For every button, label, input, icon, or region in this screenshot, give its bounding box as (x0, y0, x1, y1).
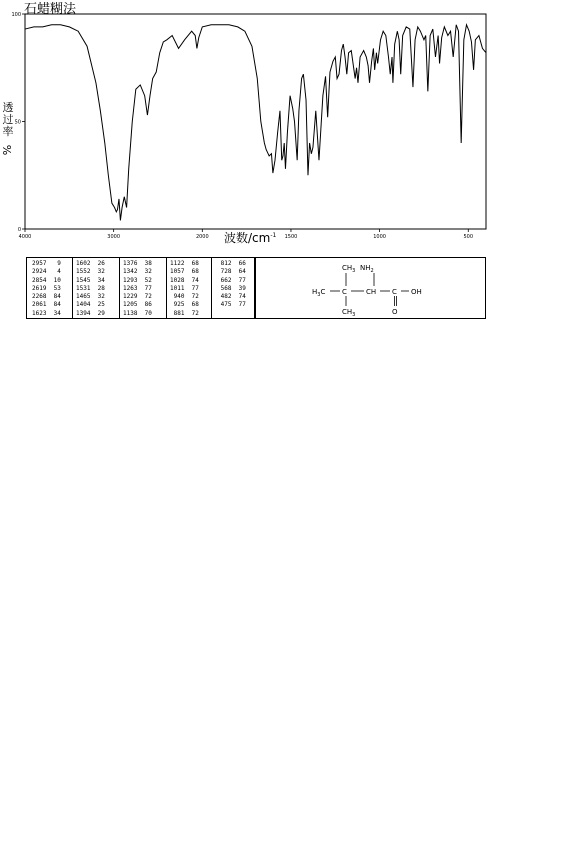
peak-row (170, 310, 199, 318)
peak-row (76, 260, 105, 268)
peak-wavenumber: 1342 (123, 268, 138, 276)
peak-row (32, 310, 61, 318)
peak-row (170, 277, 199, 285)
peak-wavenumber: 1138 (123, 309, 138, 317)
peak-row (32, 301, 61, 309)
peak-wavenumber: 1602 (76, 260, 91, 267)
axis-ticks (11, 12, 473, 240)
peak-table (26, 257, 255, 319)
peak-transmittance: 84 (46, 293, 61, 301)
struct-c-acid: C (392, 288, 397, 296)
peak-transmittance: 9 (46, 260, 61, 267)
struct-ch3-top: $CH_3$ (342, 264, 356, 274)
struct-nh2: $NH_2$ (360, 264, 374, 274)
peak-column (217, 260, 246, 310)
peak-row (217, 268, 246, 276)
peak-row (123, 277, 152, 285)
peak-transmittance: 28 (90, 284, 105, 292)
x-axis-label (224, 229, 276, 246)
peak-transmittance: 29 (90, 309, 105, 317)
peak-transmittance: 70 (137, 309, 152, 317)
peak-wavenumber: 2924 (32, 268, 47, 276)
x-tick-label: 3000 (107, 234, 121, 240)
x-tick-label: 1500 (284, 234, 298, 240)
y-axis-unit: % (0, 144, 14, 156)
peak-transmittance: 77 (137, 284, 152, 292)
peak-wavenumber: 475 (217, 301, 232, 309)
peak-wavenumber: 1028 (170, 276, 185, 284)
peak-row (32, 277, 61, 285)
peak-wavenumber: 812 (217, 260, 232, 267)
y-axis-label-char: 透 (2, 101, 14, 114)
peak-row (76, 268, 105, 276)
peak-transmittance: 32 (137, 268, 152, 276)
y-axis-label-char: 过 (2, 113, 14, 126)
spectrum-line (25, 25, 486, 221)
peak-row (76, 277, 105, 285)
peak-wavenumber: 1205 (123, 301, 138, 309)
peak-wavenumber: 2957 (32, 260, 47, 267)
peak-wavenumber: 925 (170, 301, 185, 309)
peak-row (217, 301, 246, 309)
peak-transmittance: 77 (231, 276, 246, 284)
peak-row (217, 260, 246, 268)
table-divider (166, 258, 167, 318)
peak-row (76, 285, 105, 293)
peak-transmittance: 77 (184, 284, 199, 292)
structure-panel (255, 257, 486, 319)
peak-wavenumber: 1531 (76, 284, 91, 292)
peak-wavenumber: 2854 (32, 276, 47, 284)
peak-transmittance: 34 (90, 276, 105, 284)
peak-wavenumber: 1293 (123, 276, 138, 284)
peak-transmittance: 34 (46, 309, 61, 317)
y-axis-label-char: 率 (2, 125, 14, 138)
peak-transmittance: 86 (137, 301, 152, 309)
peak-transmittance: 39 (231, 284, 246, 292)
chart-title: 石蜡糊法 (24, 2, 77, 17)
peak-row (217, 277, 246, 285)
peak-transmittance: 26 (90, 260, 105, 267)
peak-wavenumber: 1404 (76, 301, 91, 309)
peak-wavenumber: 1552 (76, 268, 91, 276)
peak-transmittance: 25 (90, 301, 105, 309)
peak-row (123, 260, 152, 268)
table-divider (119, 258, 120, 318)
peak-wavenumber: 1057 (170, 268, 185, 276)
peak-row (170, 285, 199, 293)
peak-row (123, 293, 152, 301)
peak-transmittance: 52 (137, 276, 152, 284)
struct-ch: CH (366, 288, 377, 296)
peak-transmittance: 74 (184, 276, 199, 284)
peak-row (76, 310, 105, 318)
struct-c-center: C (342, 288, 347, 296)
peak-row (217, 293, 246, 301)
peak-wavenumber: 1011 (170, 284, 185, 292)
peak-row (123, 285, 152, 293)
peak-wavenumber: 1394 (76, 309, 91, 317)
peak-wavenumber: 482 (217, 293, 232, 301)
peak-row (170, 293, 199, 301)
molecular-structure (256, 258, 485, 318)
peak-wavenumber: 2268 (32, 293, 47, 301)
peak-transmittance: 84 (46, 301, 61, 309)
x-tick-label: 500 (463, 234, 474, 240)
struct-ch3-bottom: $CH_3$ (342, 308, 356, 318)
peak-wavenumber: 1465 (76, 293, 91, 301)
x-axis-label-exponent: -1 (270, 232, 277, 239)
struct-h3c: $H_3C$ (312, 288, 326, 298)
peak-transmittance: 32 (90, 268, 105, 276)
peak-row (76, 293, 105, 301)
table-divider (72, 258, 73, 318)
peak-transmittance: 68 (184, 260, 199, 267)
peak-wavenumber: 1263 (123, 284, 138, 292)
peak-row (123, 301, 152, 309)
x-tick-label: 2000 (195, 234, 209, 240)
peak-row (217, 285, 246, 293)
x-tick-label: 1000 (373, 234, 386, 240)
peak-wavenumber: 2061 (32, 301, 47, 309)
peak-transmittance: 77 (231, 301, 246, 309)
peak-transmittance: 72 (184, 293, 199, 301)
peak-row (32, 293, 61, 301)
peak-transmittance: 74 (231, 293, 246, 301)
peak-row (32, 268, 61, 276)
peak-wavenumber: 881 (170, 309, 185, 317)
peak-transmittance: 10 (46, 276, 61, 284)
peak-transmittance: 66 (231, 260, 246, 267)
peak-wavenumber: 662 (217, 276, 232, 284)
peak-wavenumber: 2619 (32, 284, 47, 292)
peak-row (170, 260, 199, 268)
peak-row (32, 260, 61, 268)
peak-column (123, 260, 152, 318)
peak-wavenumber: 728 (217, 268, 232, 276)
peak-wavenumber: 1623 (32, 309, 47, 317)
peak-transmittance: 68 (184, 301, 199, 309)
peak-column (32, 260, 61, 318)
peak-row (170, 301, 199, 309)
peak-transmittance: 72 (184, 309, 199, 317)
peak-transmittance: 53 (46, 284, 61, 292)
peak-row (123, 310, 152, 318)
peak-wavenumber: 1545 (76, 276, 91, 284)
y-tick-label: 100 (11, 12, 21, 18)
ir-spectrum-chart (0, 0, 570, 250)
peak-transmittance: 4 (46, 268, 61, 276)
peak-transmittance: 68 (184, 268, 199, 276)
peak-wavenumber: 940 (170, 293, 185, 301)
peak-row (32, 285, 61, 293)
peak-transmittance: 32 (90, 293, 105, 301)
table-divider (211, 258, 212, 318)
x-axis-label-text: 波数/cm (224, 231, 271, 245)
peak-column (76, 260, 105, 318)
peak-transmittance: 64 (231, 268, 246, 276)
peak-wavenumber: 1376 (123, 260, 138, 267)
x-tick-label: 4000 (18, 234, 32, 240)
peak-row (76, 301, 105, 309)
y-tick-label: 50 (14, 119, 21, 126)
struct-oh: OH (411, 288, 422, 296)
plot-frame (25, 14, 486, 229)
struct-o: O (392, 308, 398, 316)
y-tick-label: 0 (17, 227, 21, 233)
peak-row (170, 268, 199, 276)
peak-row (123, 268, 152, 276)
peak-transmittance: 38 (137, 260, 152, 267)
peak-wavenumber: 568 (217, 284, 232, 292)
peak-wavenumber: 1229 (123, 293, 138, 301)
peak-column (170, 260, 199, 318)
peak-wavenumber: 1122 (170, 260, 185, 267)
peak-transmittance: 72 (137, 293, 152, 301)
